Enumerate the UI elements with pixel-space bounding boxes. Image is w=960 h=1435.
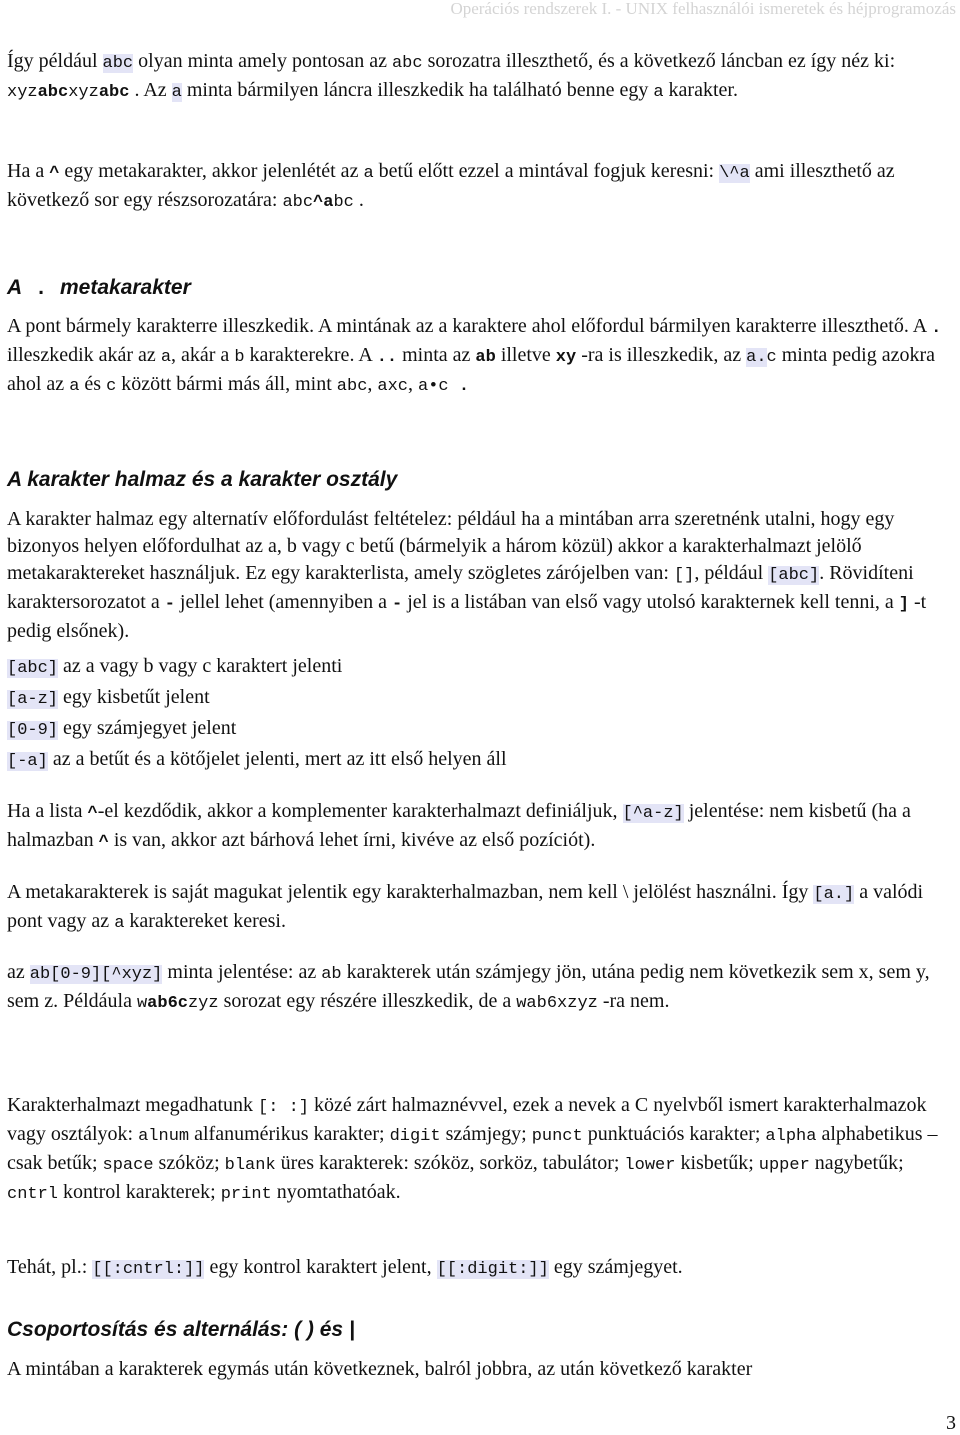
example-list <box>7 652 953 776</box>
running-header: Operációs rendszerek I. - UNIX felhasználói ismeretek és héjprogramozás <box>450 0 956 18</box>
example-item: [0-9] egy számjegyet jelent <box>7 717 237 740</box>
paragraph-complement-set: Ha a lista ^-el kezdődik, akkor a komplementer karakterhalmazt definiáljuk, [^a-z] jelentése: nem kisbetű (ha a halmazban ^ is van, akkor azt bárhová lehet írni, kivéve az első pozíciót). <box>7 800 911 852</box>
page-number: 3 <box>946 1412 956 1434</box>
paragraph-class-examples: Tehát, pl.: [[:cntrl:]] egy kontrol karaktert jelent, [[:digit:]] egy számjegyet. <box>7 1256 683 1279</box>
paragraph-dot-description: A pont bármely karakterre illeszkedik. A mintának az a karaktere ahol előfordul bármilyen karakterre illeszthető. A . illeszkedik akár az a, akár a b karakterekre. A .. minta az ab illetve xy -ra is illeszkedik, az a.c minta pedig azokra ahol az a és c között bármi más áll, mint abc, axc, a•c . <box>7 315 942 396</box>
paragraph-example-pattern: az ab[0-9][^xyz] minta jelentése: az ab karakterek után számjegy jön, utána pedig nem következik sem x, sem y, sem z. Példáula wab6czyz sorozat egy részére illeszkedik, de a wab6xzyz -ra nem. <box>7 961 930 1013</box>
paragraph-named-classes: Karakterhalmazt megadhatunk [: :] közé zárt halmaznévvel, ezek a nevek a C nyelvből ismert karakterhalmazok vagy osztályok: alnum alfanumérikus karakter; digit számjegy; punct punktuációs karakter; alpha alphabetikus – csak betűk; space szóköz; blank üres karakterek: szóköz, sorköz, tabulátor; lower kisbetűk; upper nagybetűk; cntrl kontrol karakterek; print nyomtathatóak. <box>7 1094 938 1204</box>
heading-grouping-alternation: Csoportosítás és alternálás: ( ) és | <box>7 1318 355 1341</box>
example-item: [abc] az a vagy b vagy c karaktert jelenti <box>7 655 343 678</box>
paragraph-metachar-in-set: A metakarakterek is saját magukat jelentik egy karakterhalmazban, nem kell \ jelölést használni. Így [a.] a valódi pont vagy az a karaktereket keresi. <box>7 881 924 933</box>
example-item: [a-z] egy kisbetűt jelent <box>7 686 210 709</box>
example-item: [-a] az a betűt és a kötőjelet jelenti, mert az itt első helyen áll <box>7 748 507 771</box>
paragraph-sequence: A mintában a karakterek egymás után következnek, balról jobbra, az után következő karakter <box>7 1358 753 1380</box>
heading-dot-metacharacter: A . metakarakter <box>7 276 191 301</box>
heading-character-set: A karakter halmaz és a karakter osztály <box>7 468 398 491</box>
paragraph-character-set: A karakter halmaz egy alternatív előfordulást feltételez: például ha a mintában arra szeretnénk utalni, hogy egy bizonyos helyen előfordulhat az a, b vagy c betű (bármelyik a három közül) akkor a karakterhalmazt jelölő metakaraktereket használjuk. Ez egy karakterlista, amely szögletes zárójelben van: [], például [abc]. Rövidíteni karaktersorozatot a - jellel lehet (amennyiben a - jel is a listában van első vagy utolsó karakternek kell tenni, a ] -t pedig elsőnek). <box>7 508 927 642</box>
paragraph-caret-escape: Ha a ^ egy metakarakter, akkor jelenlétét az a betű előtt ezzel a mintával fogjuk keresni: \^a ami illeszthető az következő sor egy részsorozatára: abc^abc . <box>7 160 895 212</box>
paragraph-literal-pattern: Így például abc olyan minta amely pontosan az abc sorozatra illeszthető, és a következő láncban ez így néz ki: xyzabcxyzabc . Az a minta bármilyen láncra illeszkedik ha található benne egy a karakter. <box>7 50 896 102</box>
